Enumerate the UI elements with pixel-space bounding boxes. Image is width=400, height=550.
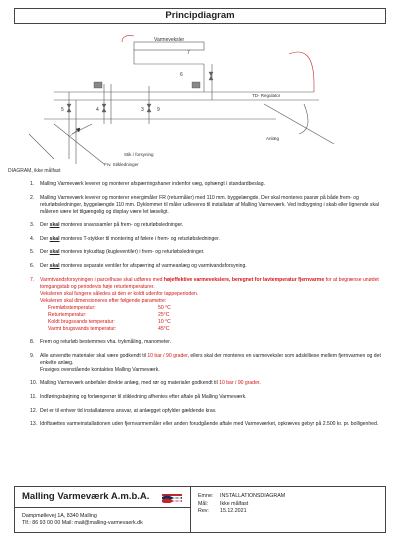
number-9: 9 — [157, 107, 160, 113]
company-address: Dampmøllevej 1A, 8340 Malling Tlf.: 86 93 00 00 Mail: mail@malling-varmevaerk.dk — [22, 513, 143, 526]
company-contact: Tlf.: 86 93 00 00 Mail: mail@malling-varmevaerk.dk — [22, 520, 143, 526]
label-varmeveksler: Varmeveksler — [154, 37, 185, 43]
red-loop — [289, 52, 314, 92]
title-block — [14, 486, 386, 533]
number-7: 7 — [187, 50, 190, 56]
list-item: 12. Det er til enhver tid installatørens ansvar, at anlægget opfylder gældende krav. — [30, 407, 217, 414]
pipe-risers-left — [69, 92, 76, 164]
list-item: 1. Malling Varmeværk leverer og monterer afspærringshaner indenfor væg, ophængt i standardbeslag. — [30, 181, 265, 187]
list-item: 10. Malling Varmeværk anbefaler direkte anlæg, med rør og materialer godkendt til 10 bar / 90 grader. — [30, 380, 261, 387]
principle-diagram — [14, 24, 386, 167]
number-5: 5 — [61, 107, 64, 113]
revision-value: 15.12.2021 — [220, 508, 247, 514]
number-6: 6 — [180, 72, 183, 78]
table-row: Returtemperatur: 25°C — [48, 311, 170, 318]
number-4: 4 — [96, 107, 99, 113]
diagram-caption: DIAGRAM, ikke målfast — [8, 168, 61, 174]
list-item: 5. Der skal monteres trykudtag (kugleventiler) i frem- og returløbsledninger. — [30, 249, 205, 256]
list-item: 2. Malling Varmeværk leverer og monterer energimåler FR (returmåler) med 110 mm. byggelængde. Der skal monteres pasrør på både frem- og returløbsledninger, byggelængde 110 mm. Dyklommer til måler udleveres til installatør af Malling Varmeværk. Ved indbygning i skab eller lignende skal måleren være let tilgængelig og display være let læseligt. — [30, 194, 379, 215]
number-3: 3 — [141, 107, 144, 113]
company-logo — [161, 491, 183, 503]
temperature-table — [48, 305, 171, 333]
list-item: 13. Idriftsættes varmeinstallationen uden fjernvarmemåler eller anden forudgående aftale med Varmeværket, opkræves gebyr på 2.500 kr. pr. bolligenhed. — [30, 421, 379, 428]
label-td-regulator: TD- Regulator — [252, 93, 281, 98]
label-stik-forsyning: Stik / forsyning — [124, 152, 154, 157]
label-anlaeg: Anlæg — [266, 136, 280, 141]
company-name: Malling Varmeværk A.m.b.A. — [22, 491, 150, 502]
table-row: Varmt brugsvands temperatur: 45°C — [48, 325, 170, 332]
list-item: 11. Indføringsbøjning og forlængerrør til stikledning afhentes efter aftale på Malling Varmeværk. — [30, 393, 247, 400]
company-block — [15, 487, 191, 532]
drawing-info: Emne: INSTALLATIONSDIAGRAM Mål: Ikke målfast Rev: 15.12.2021 — [198, 493, 286, 514]
list-item: 3. Der skal monteres snavssamler på frem- og returløbsledninger. — [30, 222, 184, 229]
list-item: 4. Der skal monteres T-stykker til montering af følere i frem- og returløbsledninger. — [30, 235, 220, 242]
list-item: 8. Frem og returløb bestemmes vha. trykmåling, manometer. — [30, 339, 172, 346]
label-frv-stikledninger: Frv. Stikledninger — [104, 162, 139, 167]
list-item: 9. Alle anvendte materialer skal være godkendt til 10 bar / 90 grader, ellers skal der monteres en varmeveksler som adskilliese mellem fjernvarmen og det enkelte anlæg. Fraviges ovenstående kontaktes Malling Varmeværk. — [30, 352, 381, 373]
list-item-heat-exchanger-requirement: 7. Varmtvandsforsyningen i parcelhuse skal udføres med højeffektive varmevekslere, beregnet for lavtemperatur fjernvarme for at begrænse unødet tomgangstab og periodevis høje returtemperaturer. Veksleren skal fungere således at den er koldt udenfor tappeperioden. Veksleren skal dimensioneres efter følgende parametre: Fremløbstemperatur: 50 °C Returtemperatur: 25°C Koldt brugsvands temperatur: 10 °C Varmt brugsvands temperatur: 45°C — [30, 276, 379, 332]
requirements-list — [14, 181, 386, 435]
scale-value: Ikke målfast — [220, 500, 249, 507]
subject-value: INSTALLATIONSDIAGRAM — [220, 493, 286, 499]
page-title: Principdiagram — [14, 8, 386, 24]
table-row: Fremløbstemperatur: 50 °C — [48, 304, 171, 311]
heat-exchanger-box — [134, 42, 204, 50]
list-item: 6. Der skal monteres separate ventiler for afspærring af varmeanlæg og varmtvandsforsyning. — [30, 262, 247, 269]
table-row: Koldt brugsvands temperatur: 10 °C — [48, 318, 171, 325]
